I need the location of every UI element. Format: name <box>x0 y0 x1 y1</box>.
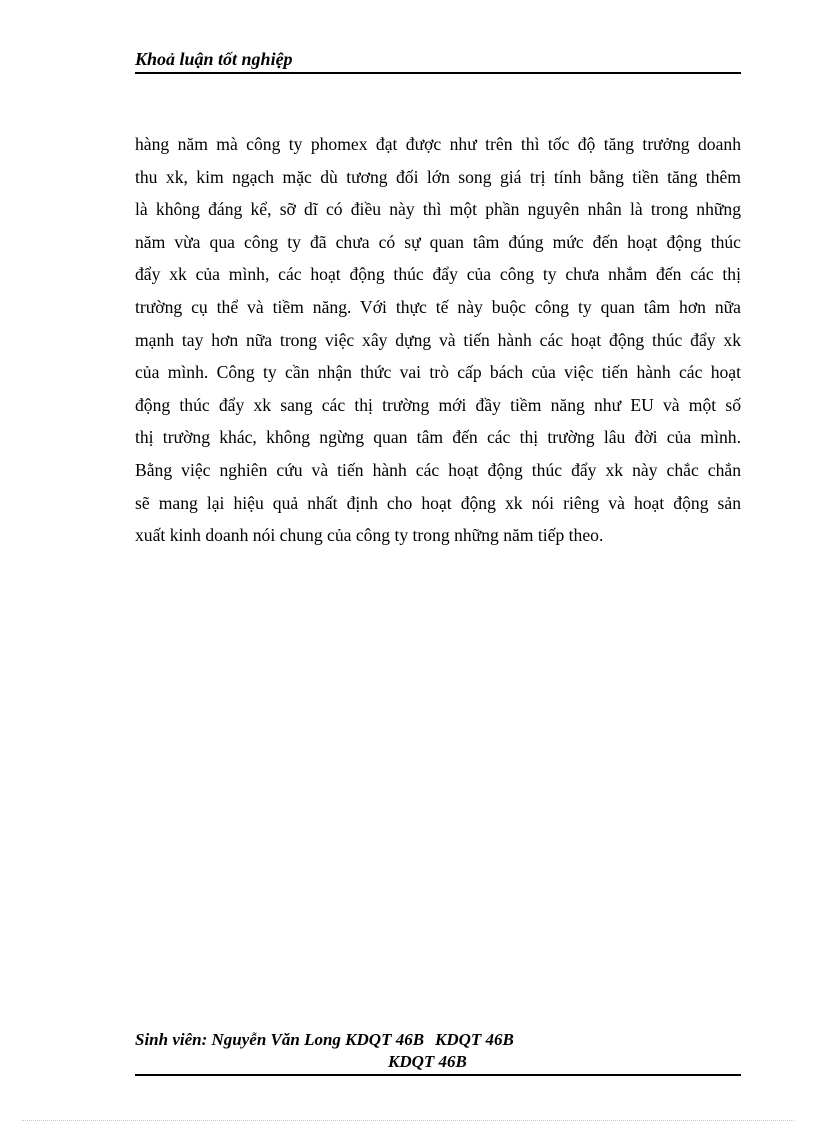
body-line: đẩy xk của mình, các hoạt động thúc đẩy của công ty chưa nhắm đến các thị <box>135 264 741 285</box>
footer-class: KDQT 46B <box>388 1052 467 1071</box>
footer-author: Sinh viên: Nguyễn Văn Long KDQT 46B <box>135 1030 425 1049</box>
body-line: hàng năm mà công ty phomex đạt được như trên thì tốc độ tăng trưởng doanh <box>135 134 741 154</box>
body-line: thu xk, kim ngạch mặc dù tương đối lớn song giá trị tính bằng tiền tăng thêm <box>135 166 741 187</box>
body-line: mạnh tay hơn nữa trong việc xây dựng và tiến hành các hoạt động thúc đẩy xk <box>135 329 741 350</box>
body-line: thị trường khác, không ngừng quan tâm đến các thị trường lâu đời của mình. <box>135 427 741 448</box>
page-header <box>135 48 741 74</box>
body-line: Bằng việc nghiên cứu và tiến hành các hoạt động thúc đẩy xk này chắc chắn <box>135 459 741 480</box>
body-line: là không đáng kể, sỡ dĩ có điều này thì một phần nguyên nhân là trong những <box>135 199 741 220</box>
body-paragraph <box>135 128 741 552</box>
body-line: năm vừa qua công ty đã chưa có sự quan tâm đúng mức đến hoạt động thúc <box>135 231 741 252</box>
footer-class-overlay: KDQT 46B <box>435 1030 514 1049</box>
header-title: Khoả luận tốt nghiệp <box>135 49 293 69</box>
body-line: xuất kinh doanh nói chung của công ty trong những năm tiếp theo. <box>135 525 604 546</box>
body-line: động thúc đẩy xk sang các thị trường mới đầy tiềm năng như EU và một số <box>135 394 741 415</box>
body-line: sẽ mang lại hiệu quả nhất định cho hoạt động xk nói riêng và hoạt động sản <box>135 492 741 513</box>
body-line: của mình. Công ty cần nhận thức vai trò cấp bách của việc tiến hành các hoạt <box>135 362 741 383</box>
page-edge-divider <box>22 1120 794 1121</box>
page-footer <box>135 1029 741 1076</box>
body-line: trường cụ thể và tiềm năng. Với thực tế này buộc công ty quan tâm hơn nữa <box>135 296 741 317</box>
